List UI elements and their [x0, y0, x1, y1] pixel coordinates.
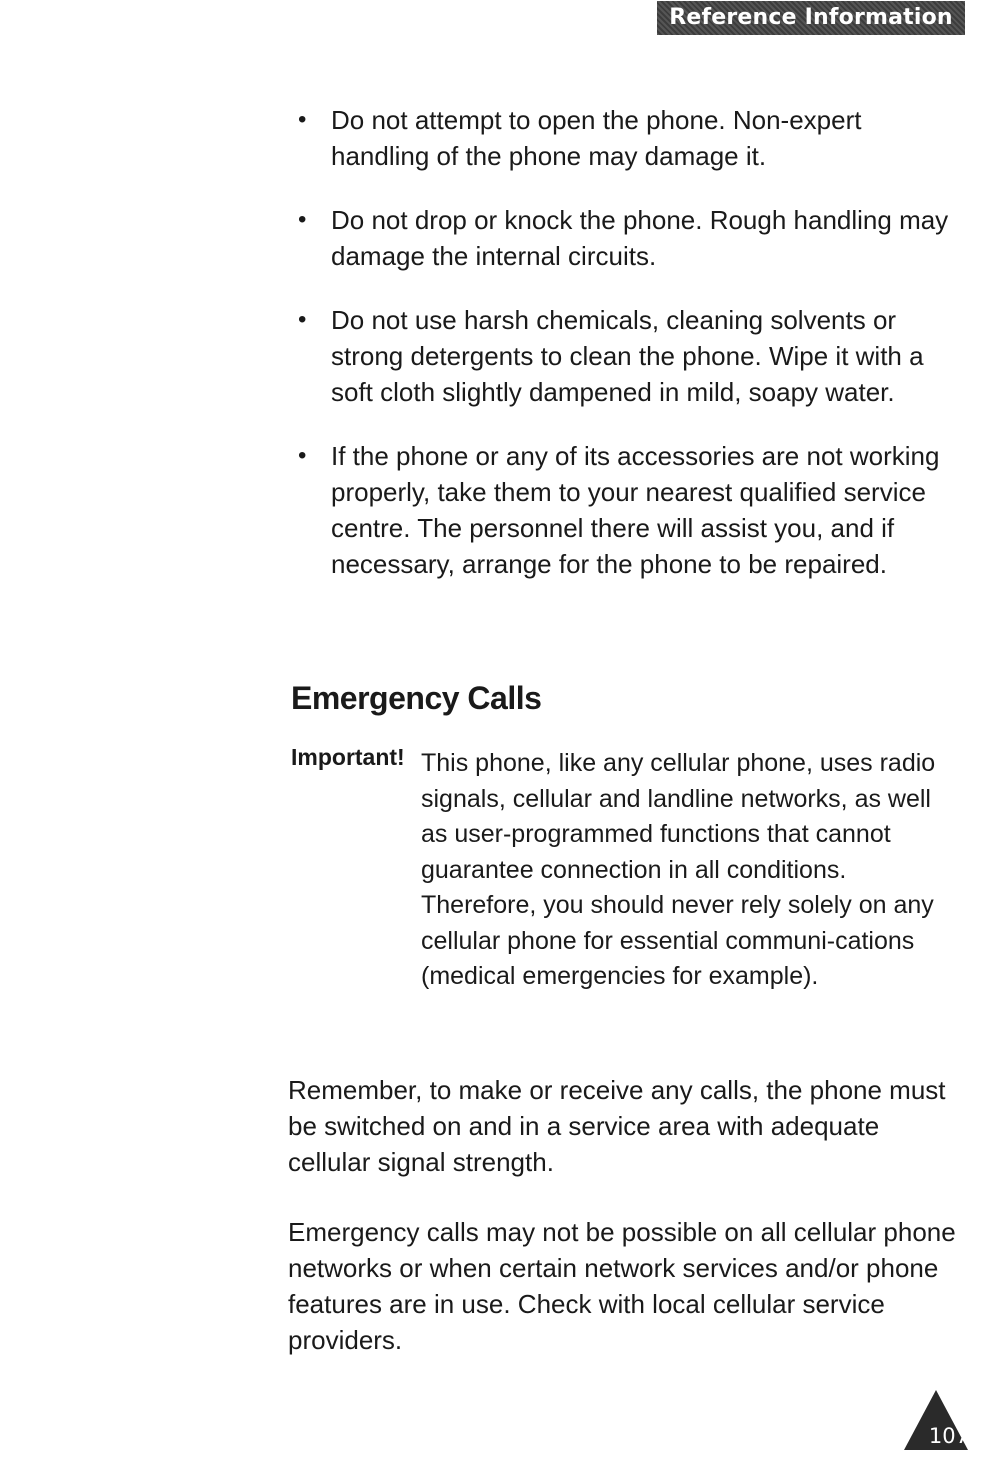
paragraph-network-limitations: Emergency calls may not be possible on all cellular phone networks or when certain network services and/or phone features are in use. Check with local cellular service providers.: [288, 1217, 956, 1355]
list-item: [298, 202, 958, 274]
list-item: [298, 438, 958, 582]
bullet-icon: •: [298, 442, 307, 469]
page-number: 107: [928, 1424, 969, 1448]
list-item: [298, 102, 958, 174]
bullet-icon: •: [298, 306, 307, 333]
important-text: This phone, like any cellular phone, uses radio signals, cellular and landline networks, as well as user-programmed functions that cannot guarantee connection in all conditions. Therefore, you should never rely solely on any cellular phone for essential communi-cations (medical emergencies for example).: [421, 749, 936, 990]
bullet-icon: •: [298, 106, 307, 133]
important-label: Important!: [291, 744, 405, 770]
list-item-text: Do not attempt to open the phone. Non-expert handling of the phone may damage it.: [331, 105, 862, 171]
bullet-icon: •: [298, 206, 307, 233]
section-header-tab: Reference Information: [657, 1, 965, 35]
paragraph-signal-requirement: Remember, to make or receive any calls, the phone must be switched on and in a service area with adequate cellular signal strength.: [288, 1075, 946, 1177]
list-item: [298, 302, 958, 410]
list-item-text: Do not use harsh chemicals, cleaning solvents or strong detergents to clean the phone. Wipe it with a soft cloth slightly dampened in mild, soapy water.: [331, 305, 924, 407]
list-item-text: If the phone or any of its accessories are not working properly, take them to your nearest qualified service centre. The personnel there will assist you, and if necessary, arrange for the phone to be repaired.: [331, 441, 940, 579]
list-item-text: Do not drop or knock the phone. Rough handling may damage the internal circuits.: [331, 205, 949, 271]
section-title: Emergency Calls: [291, 680, 542, 716]
care-instructions-list: [298, 102, 958, 610]
